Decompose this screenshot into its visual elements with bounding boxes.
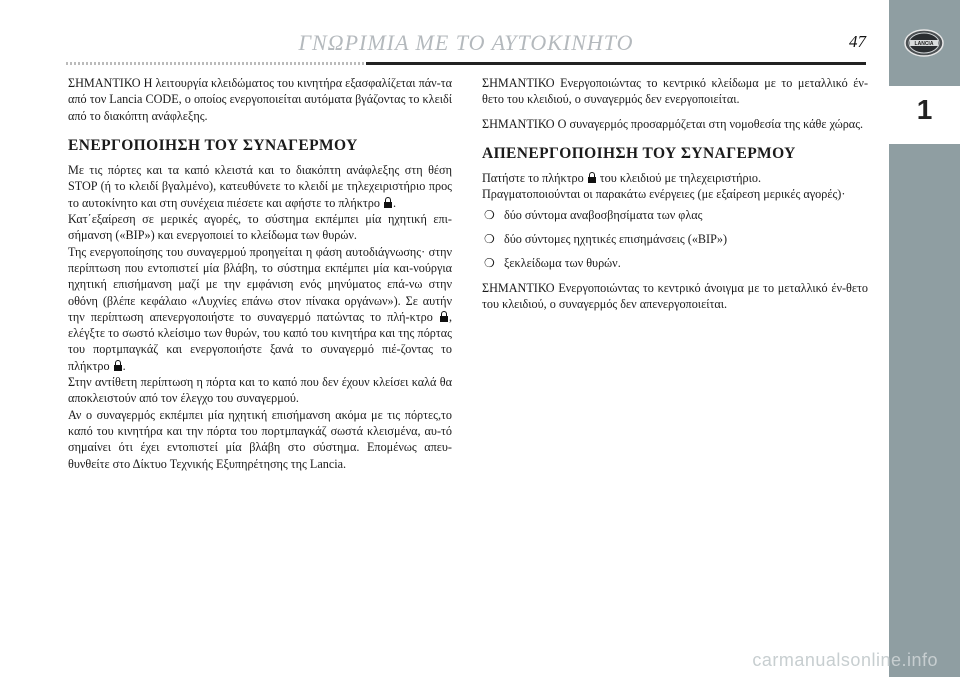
circle-bullet-icon: ❍ (484, 256, 495, 271)
text-fragment: Της ενεργοποίησης του συναγερμού προηγείται η φάση αυτοδιάγνωσης· στην περίπτωση που εντοπιστεί μία βλάβη, το σύστημα εκπέμπει μία και-νούργια ηχητική επισήμανση μαζί με την εμφάνιση ενός μηνύματος επά-νω στην οθόνη (βλέπε κεφάλαιο «Λυχνίες επάνω στον πίνακα οργάνων»). Σε αυτήν την περίπτωση απενεργοποιήστε το συναγερμό πατώντας το πλή-κτρο (68, 244, 452, 324)
page-header-title: ΓΝΩΡΙΜΙΑ ΜΕ ΤΟ ΑΥΤΟΚΙΝΗΤΟ (298, 30, 634, 55)
page-number: 47 (849, 32, 866, 51)
padlock-icon (384, 197, 392, 208)
lancia-logo-icon (903, 28, 945, 58)
text-fragment: , ελέγξτε το σωστό κλείσιμο των θυρών, του καπό του κινητήρα και της πόρτας του πορτμπαγκάζ και ενεργοποιήστε ξανά το συναγερμό πιέ-ζοντας το πλήκτρο (68, 309, 453, 373)
chapter-tab[interactable] (889, 86, 960, 144)
text-fragment: . (122, 358, 126, 373)
list-item (482, 207, 868, 223)
right-column (482, 75, 868, 312)
chapter-sidebar (889, 0, 960, 677)
padlock-icon (440, 311, 448, 322)
header-rule-dotted (66, 62, 366, 65)
text-fragment: . (393, 195, 397, 210)
actions-list (482, 207, 868, 272)
list-item-text: ξεκλείδωμα των θυρών. (504, 256, 621, 271)
fault-paragraph: Αν ο συναγερμός εκπέμπει μία ηχητική επισήμανση ακόμα με τις πόρτες,το καπό του κινητήρα και την πόρτα του πορτμπαγκάζ σωστά κλεισμένα, αυ-τό σημαίνει ότι έχει εντοπιστεί μία βλάβη στο σύστημα. Επομένως απευ-θυνθείτε στο Δίκτυο Τεχνικής Εξυπηρέτησης της Lancia. (68, 407, 452, 471)
logo-text: LANCIA (914, 41, 934, 47)
padlock-icon (114, 360, 122, 371)
padlock-icon (588, 172, 596, 183)
text-fragment: Με τις πόρτες και τα καπό κλειστά και το διακόπτη ανάφλεξης στη θέση STOP (ή το κλειδί βγαλμένο), κατευθύνετε το κλειδί με τηλεχειριστήριο προς το αυτοκίνητο και στη συνέχεια πιέσετε και αφήστε το πλήκτρο (68, 163, 452, 210)
circle-bullet-icon: ❍ (484, 232, 495, 247)
chapter-number: 1 (916, 94, 933, 125)
actions-intro: Πραγματοποιούνται οι παρακάτω ενέργειες (με εξαίρεση μερικές αγορές)· (482, 187, 846, 202)
important-note: ΣΗΜΑΝΤΙΚΟ Ο συναγερμός προσαρμόζεται στη νομοθεσία της κάθε χώρας. (482, 116, 864, 131)
list-item-text: δύο σύντομα αναβοσβησίματα των φλας (504, 207, 703, 222)
text-fragment: Πατήστε το πλήκτρο (482, 171, 584, 186)
deactivation-paragraph (482, 170, 868, 186)
list-item-text: δύο σύντομες ηχητικές επισημάνσεις («BIP») (504, 232, 728, 247)
exception-paragraph: Κατ΄εξαίρεση σε μερικές αγορές, το σύστημα εκπέμπει μία ηχητική επι-σήμανση («BIP») και ενεργοποιεί το κλείδωμα των θυρών. (68, 212, 452, 243)
important-note: ΣΗΜΑΝΤΙΚΟ Η λειτουργία κλειδώματος του κινητήρα εξασφαλίζεται πάν-τα από τον Lancia CODE, ο οποίος ενεργοποιείται αυτόματα βγάζοντας το κλειδί από το διακόπτη ανάφλεξης. (68, 76, 452, 123)
self-diagnosis-paragraph (68, 244, 452, 374)
watermark: carmanualsonline.info (752, 650, 938, 670)
page-header (66, 28, 866, 68)
circle-bullet-icon: ❍ (484, 207, 495, 222)
section-heading-activation: ΕΝΕΡΓΟΠΟΙΗΣΗ ΤΟΥ ΣΥΝΑΓΕΡΜΟΥ (68, 136, 358, 154)
list-item (482, 231, 868, 247)
text-fragment: του κλειδιού με τηλεχειριστήριο. (599, 171, 761, 186)
exclusion-paragraph: Στην αντίθετη περίπτωση η πόρτα και το καπό που δεν έχουν κλείσει καλά θα αποκλειστούν από τον έλεγχο του συναγερμού. (68, 375, 452, 406)
important-note: ΣΗΜΑΝΤΙΚΟ Ενεργοποιώντας το κεντρικό άνοιγμα με το μεταλλικό έν-θετο του κλειδιού, ο συναγερμός δεν απενεργοποιείται. (482, 280, 868, 311)
list-item (482, 255, 868, 271)
left-column (68, 75, 452, 472)
important-note: ΣΗΜΑΝΤΙΚΟ Ενεργοποιώντας το κεντρικό κλείδωμα με το μεταλλικό έν-θετο του κλειδιού, ο συναγερμός δεν ενεργοποιείται. (482, 76, 868, 107)
section-heading-deactivation: ΑΠΕΝΕΡΓΟΠΟΙΗΣΗ ΤΟΥ ΣΥΝΑΓΕΡΜΟΥ (482, 144, 796, 162)
activation-paragraph (68, 162, 452, 211)
